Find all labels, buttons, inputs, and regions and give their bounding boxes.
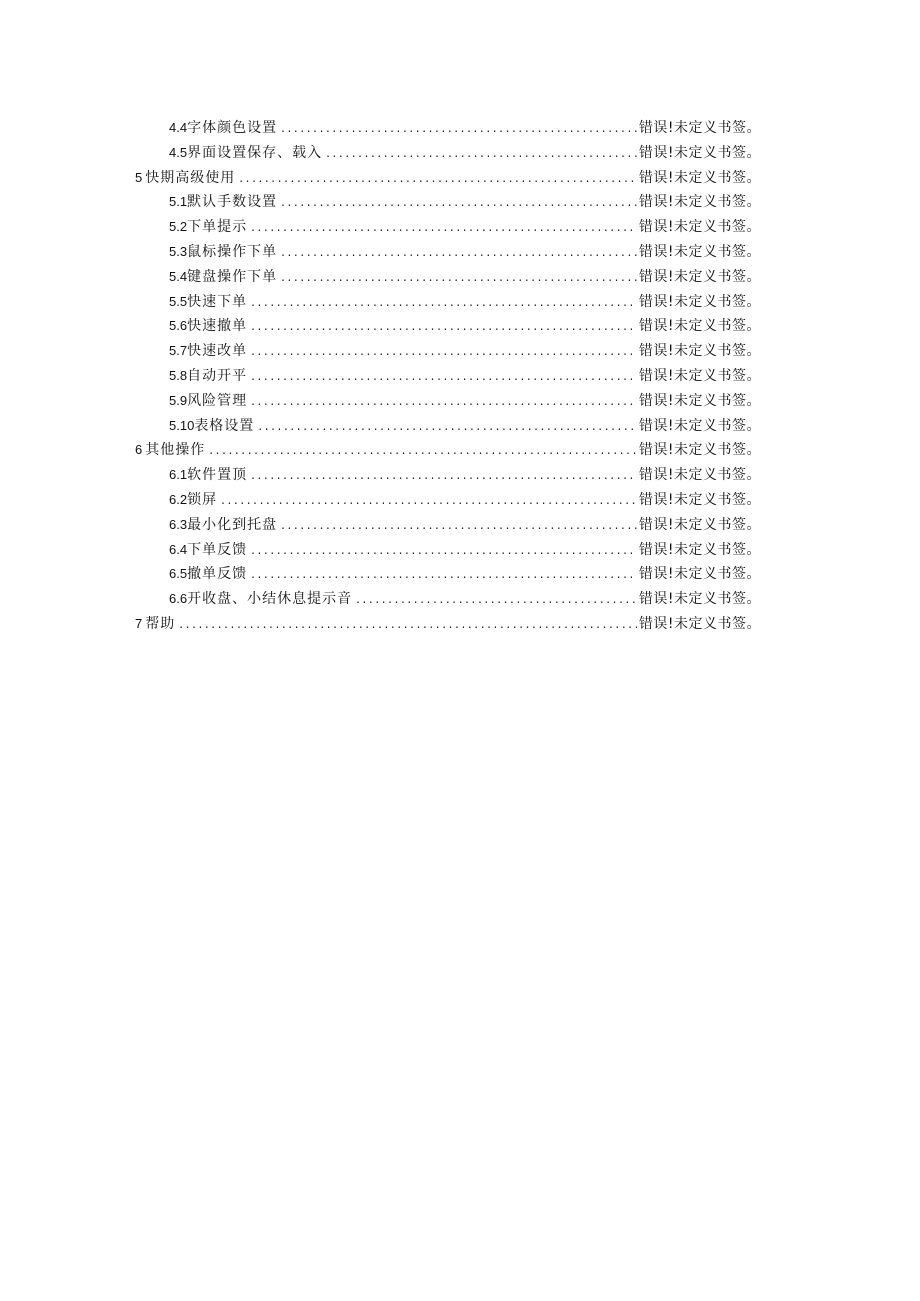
toc-entry-page-ref: 错误!未定义书签。 (638, 591, 761, 608)
toc-entry-page-ref: 错误!未定义书签。 (638, 318, 761, 335)
toc-entry[interactable] (135, 215, 761, 240)
toc-leader-dots (281, 513, 637, 538)
toc-leader-dots (221, 488, 637, 513)
toc-entry-title: 其他操作 (145, 442, 206, 459)
toc-leader-dots (258, 414, 637, 439)
toc-entry-title: 默认手数设置 (187, 194, 278, 211)
toc-entry-page-ref: 错误!未定义书签。 (638, 615, 761, 632)
toc-leader-dots (251, 314, 637, 339)
toc-leader-dots (281, 116, 637, 141)
toc-entry-title: 快速改单 (187, 343, 248, 360)
toc-entry[interactable] (135, 513, 761, 538)
toc-entry-number: 6.2 (169, 491, 188, 507)
toc-entry[interactable] (135, 538, 761, 563)
toc-entry-number: 6.3 (169, 516, 188, 532)
toc-entry-title: 风险管理 (187, 392, 248, 409)
toc-entry-title: 最小化到托盘 (187, 516, 278, 533)
toc-leader-dots (251, 389, 637, 414)
toc-entry-page-ref: 错误!未定义书签。 (638, 293, 761, 310)
toc-leader-dots (326, 141, 637, 166)
toc-entry-page-ref: 错误!未定义书签。 (638, 120, 761, 136)
toc-entry-title: 锁屏 (187, 491, 218, 508)
toc-leader-dots (251, 290, 637, 315)
toc-entry[interactable] (135, 265, 761, 290)
toc-entry[interactable] (135, 463, 761, 488)
toc-leader-dots (251, 538, 637, 563)
toc-entry-number: 6.6 (169, 591, 188, 607)
toc-entry-number: 5.4 (169, 268, 188, 284)
toc-entry-number: 5.10 (169, 417, 195, 433)
toc-leader-dots (281, 240, 637, 265)
toc-leader-dots (251, 463, 637, 488)
toc-entry-page-ref: 错误!未定义书签。 (638, 442, 761, 459)
toc-entry-title: 下单提示 (187, 219, 248, 236)
toc-leader-dots (281, 190, 637, 215)
toc-leader-dots (251, 215, 637, 240)
toc-entry[interactable] (135, 414, 761, 439)
toc-leader-dots (209, 438, 637, 463)
toc-entry-number: 5.2 (169, 219, 188, 235)
toc-entry-number: 4.4 (169, 120, 188, 135)
toc-entry-number: 7 (135, 615, 143, 631)
toc-entry-title: 撤单反馈 (187, 566, 248, 583)
toc-entry-number: 6.1 (169, 467, 188, 483)
toc-entry-number: 6.5 (169, 566, 188, 582)
toc-entry-number: 5.9 (169, 392, 188, 408)
toc-leader-dots (251, 562, 637, 587)
toc-entry-title: 表格设置 (194, 417, 255, 434)
toc-entry-title: 快速下单 (187, 293, 248, 310)
table-of-contents (135, 116, 761, 637)
toc-entry-number: 5.5 (169, 293, 188, 309)
toc-entry[interactable] (135, 141, 761, 166)
toc-entry-number: 5.3 (169, 243, 188, 259)
toc-entry-page-ref: 错误!未定义书签。 (638, 516, 761, 533)
toc-entry-page-ref: 错误!未定义书签。 (638, 491, 761, 508)
toc-entry-page-ref: 错误!未定义书签。 (638, 219, 761, 236)
toc-leader-dots (356, 587, 637, 612)
toc-entry-page-ref: 错误!未定义书签。 (638, 144, 761, 161)
toc-entry-title: 字体颜色设置 (187, 120, 278, 136)
toc-entry-number: 6.4 (169, 541, 188, 557)
toc-entry-title: 开收盘、小结休息提示音 (187, 591, 353, 608)
toc-entry-title: 键盘操作下单 (187, 268, 278, 285)
toc-entry-page-ref: 错误!未定义书签。 (638, 367, 761, 384)
toc-entry[interactable] (135, 290, 761, 315)
toc-entry-page-ref: 错误!未定义书签。 (638, 566, 761, 583)
toc-leader-dots (179, 612, 637, 637)
toc-entry[interactable] (135, 116, 761, 141)
toc-entry[interactable] (135, 166, 761, 191)
toc-leader-dots (251, 339, 637, 364)
toc-entry-page-ref: 错误!未定义书签。 (638, 169, 761, 186)
toc-entry[interactable] (135, 488, 761, 513)
toc-entry[interactable] (135, 190, 761, 215)
toc-entry-number: 4.5 (169, 144, 188, 160)
toc-entry-page-ref: 错误!未定义书签。 (638, 268, 761, 285)
toc-entry-number: 5.7 (169, 343, 188, 359)
toc-entry-title: 帮助 (145, 615, 176, 632)
toc-leader-dots (251, 364, 637, 389)
toc-entry[interactable] (135, 438, 761, 463)
toc-entry[interactable] (135, 389, 761, 414)
toc-entry-page-ref: 错误!未定义书签。 (638, 343, 761, 360)
toc-entry-number: 6 (135, 442, 143, 458)
toc-leader-dots (281, 265, 637, 290)
toc-entry-title: 下单反馈 (187, 541, 248, 558)
toc-entry-title: 界面设置保存、载入 (187, 144, 323, 161)
toc-entry-title: 快速撤单 (187, 318, 248, 335)
toc-entry-page-ref: 错误!未定义书签。 (638, 194, 761, 211)
toc-entry[interactable] (135, 587, 761, 612)
toc-entry-page-ref: 错误!未定义书签。 (638, 243, 761, 260)
toc-leader-dots (239, 166, 637, 191)
toc-entry-number: 5.8 (169, 367, 188, 383)
toc-entry-number: 5.6 (169, 318, 188, 334)
toc-entry-title: 快期高级使用 (145, 169, 236, 186)
toc-entry[interactable] (135, 240, 761, 265)
toc-entry-page-ref: 错误!未定义书签。 (638, 467, 761, 484)
toc-entry-page-ref: 错误!未定义书签。 (638, 392, 761, 409)
toc-entry-title: 软件置顶 (187, 467, 248, 484)
toc-entry-page-ref: 错误!未定义书签。 (638, 541, 761, 558)
toc-entry-title: 自动开平 (187, 367, 248, 384)
toc-entry[interactable] (135, 562, 761, 587)
toc-entry-number: 5.1 (169, 194, 188, 210)
toc-entry[interactable] (135, 612, 761, 637)
toc-entry[interactable] (135, 314, 761, 339)
toc-entry-number: 5 (135, 169, 143, 185)
toc-entry[interactable] (135, 339, 761, 364)
toc-entry[interactable] (135, 364, 761, 389)
toc-entry-title: 鼠标操作下单 (187, 243, 278, 260)
toc-entry-page-ref: 错误!未定义书签。 (638, 417, 761, 434)
